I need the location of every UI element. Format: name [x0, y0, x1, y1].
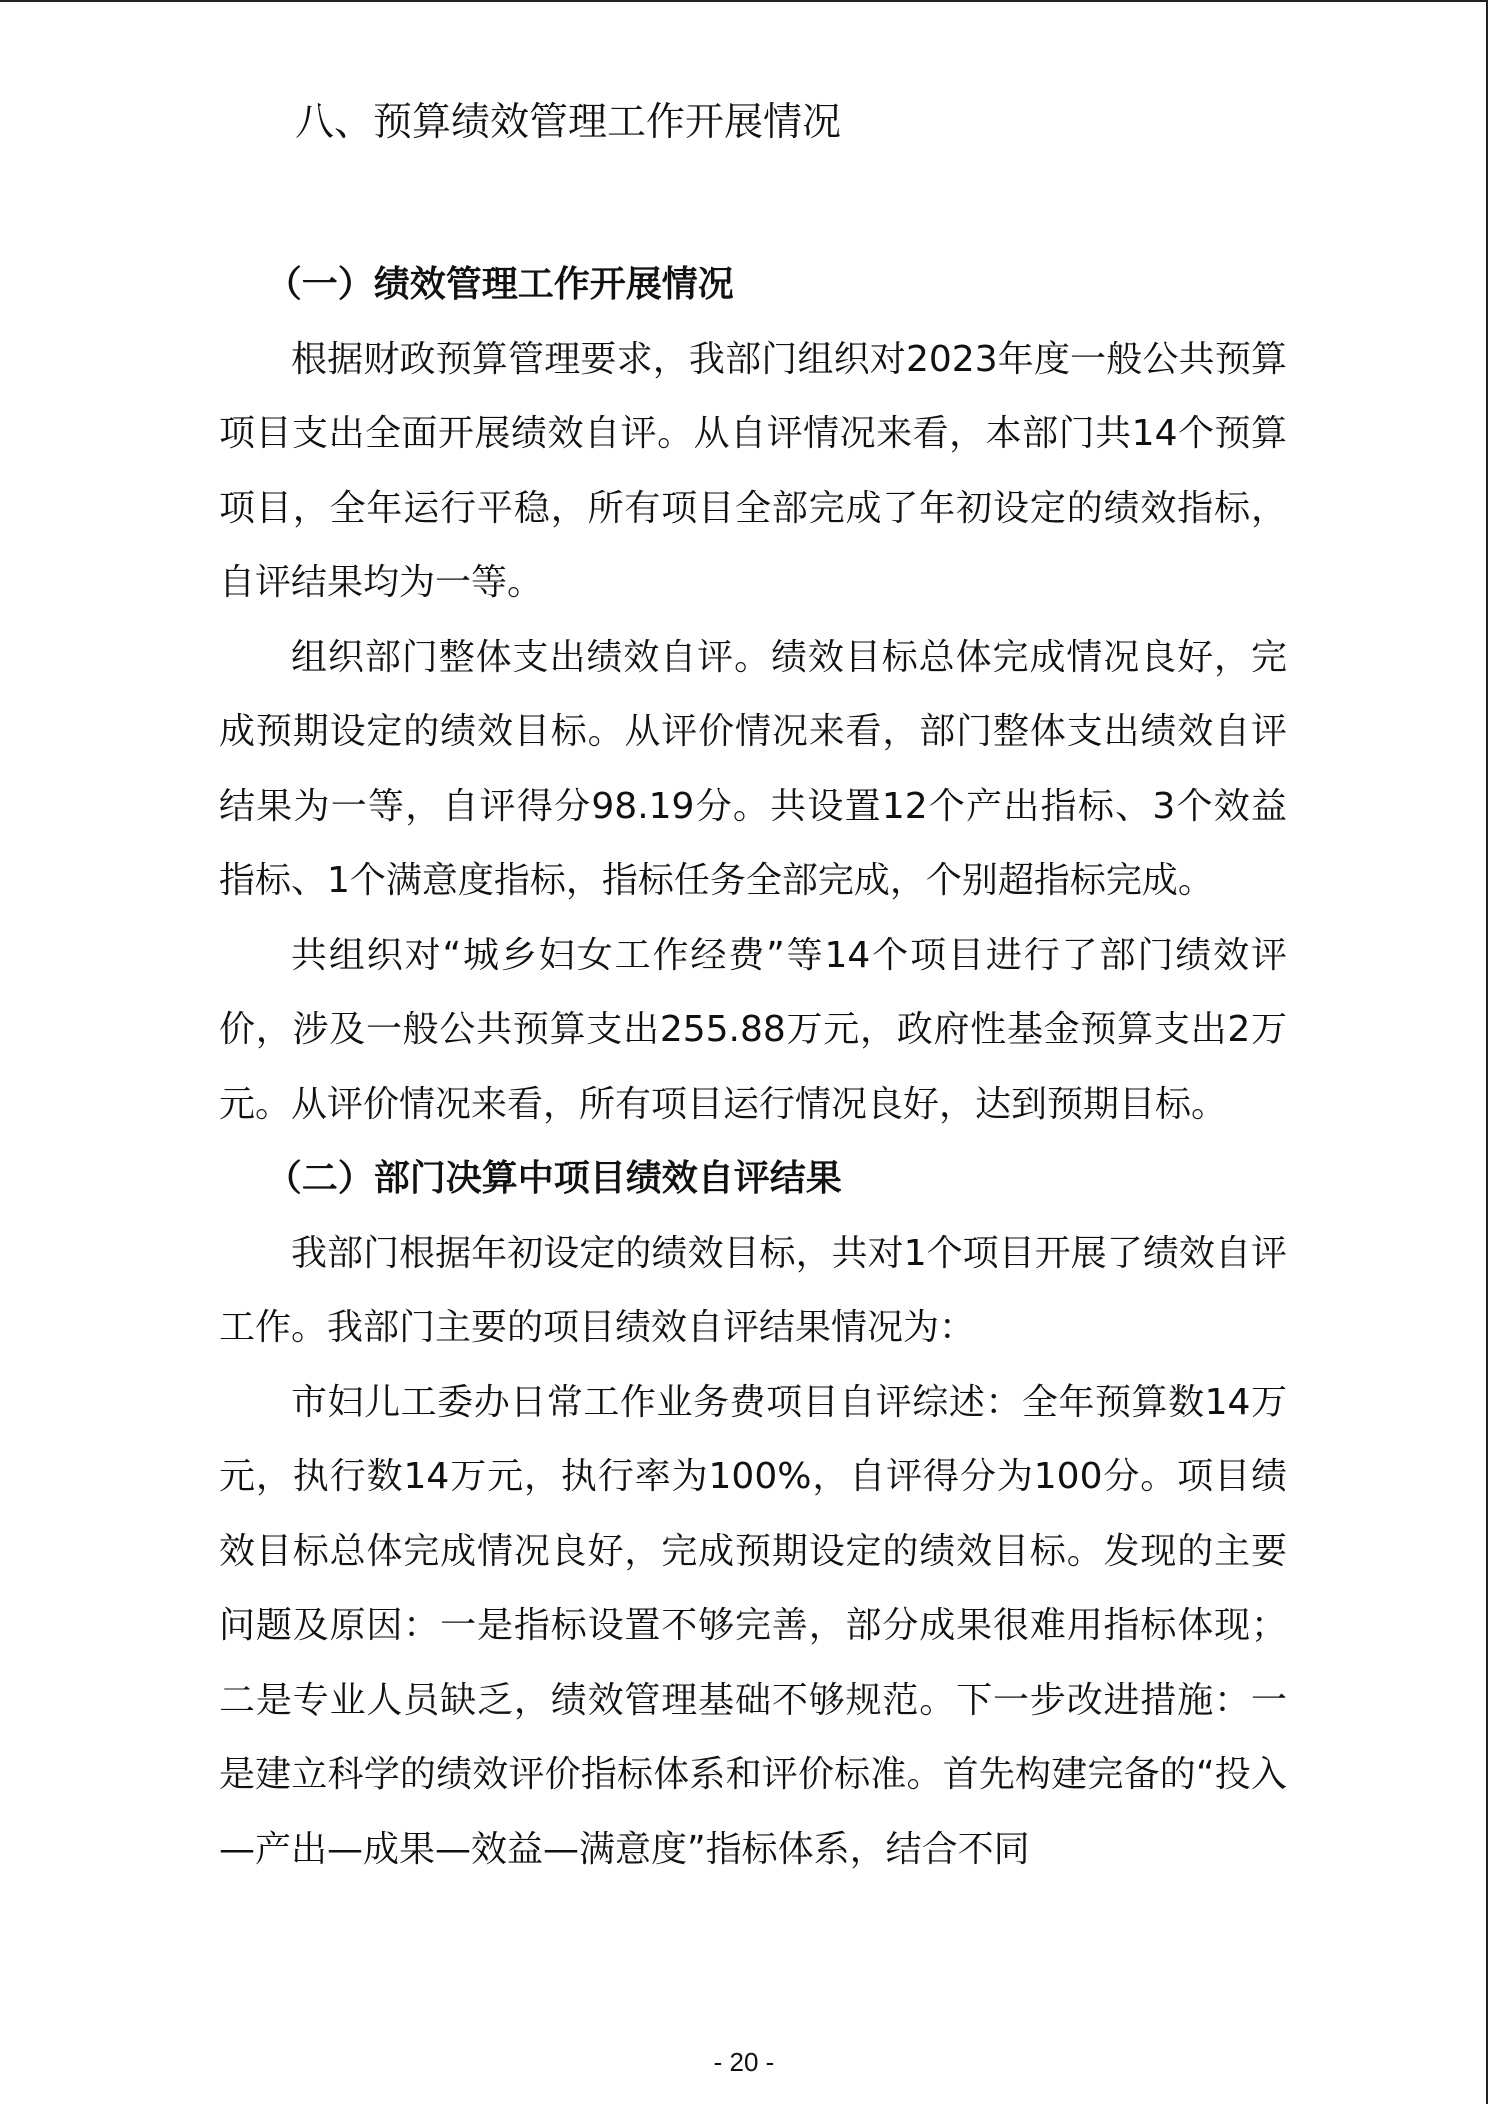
page-number: - 20 - — [713, 2047, 775, 2077]
paragraph-project-performance-evaluation: 共组织对“城乡妇女工作经费”等14个项目进行了部门绩效评价，涉及一般公共预算支出255.88万元，政府性基金预算支出2万元。从评价情况来看，所有项目运行情况良好，达到预期目标。 — [219, 934, 1287, 1125]
paragraph-self-evaluation-intro: 我部门根据年初设定的绩效目标，共对1个项目开展了绩效自评工作。我部门主要的项目绩效自评结果情况为： — [219, 1232, 1287, 1348]
paragraph-budget-project-self-evaluation: 根据财政预算管理要求，我部门组织对2023年度一般公共预算项目支出全面开展绩效自评。从自评情况来看，本部门共14个预算项目，全年运行平稳，所有项目全部完成了年初设定的绩效指标，自评结果均为一等。 — [219, 338, 1287, 603]
subsection-title-performance-management: （一）绩效管理工作开展情况 — [265, 264, 734, 305]
subsection-title-final-accounts-results: （二）部门决算中项目绩效自评结果 — [265, 1158, 842, 1199]
paragraph-department-overall-evaluation: 组织部门整体支出绩效自评。绩效目标总体完成情况良好，完成预期设定的绩效目标。从评价情况来看，部门整体支出绩效自评结果为一等，自评得分98.19分。共设置12个产出指标、3个效益指标、1个满意度指标，指标任务全部完成，个别超指标完成。 — [219, 636, 1287, 901]
document-body — [219, 264, 1287, 1887]
paragraph-project-self-evaluation-summary: 市妇儿工委办日常工作业务费项目自评综述：全年预算数14万元，执行数14万元，执行率为100%，自评得分为100分。项目绩效目标总体完成情况良好，完成预期设定的绩效目标。发现的主要问题及原因：一是指标设置不够完善，部分成果很难用指标体现；二是专业人员缺乏，绩效管理基础不够规范。下一步改进措施：一是建立科学的绩效评价指标体系和评价标准。首先构建完备的“投入—产出—成果—效益—满意度”指标体系，结合不同 — [219, 1381, 1287, 1870]
section-title: 八、预算绩效管理工作开展情况 — [295, 100, 842, 145]
